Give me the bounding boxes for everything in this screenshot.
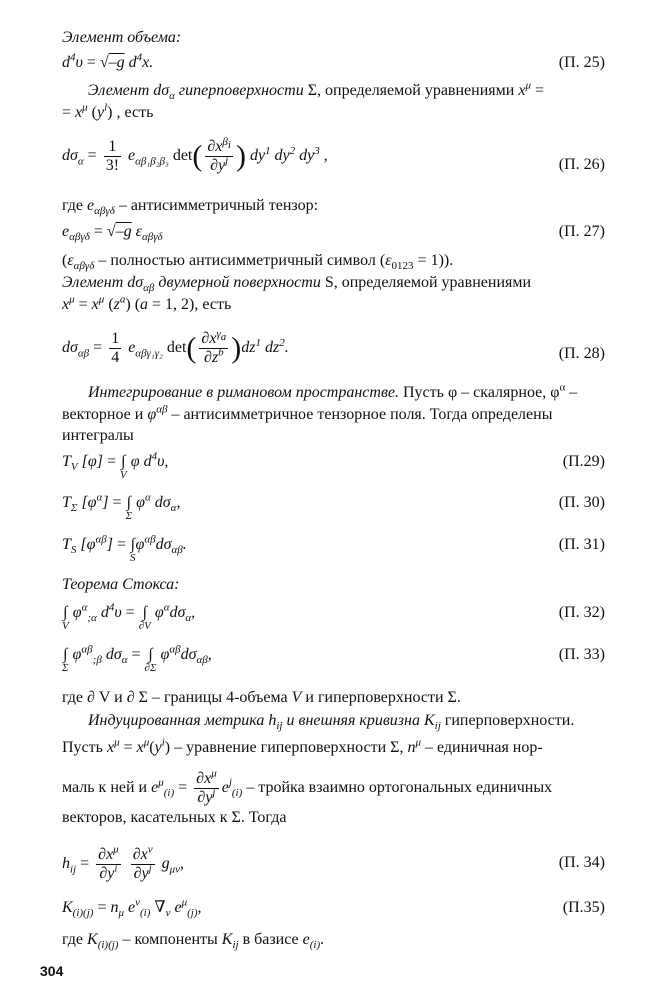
- equation-number-p33: (П. 33): [558, 646, 605, 663]
- equation-number-p26: (П. 26): [558, 156, 605, 173]
- text-integration-heading: Интегрирование в римановом пространстве. Пусть φ – скалярное, $\varphi^\alpha$ –: [88, 381, 578, 401]
- equation-p35: $K_{(i)(j)} = n_\mu$ $e^\nu_{(i)}$ $\nabla_\nu$ $e^\mu_{(j)}$,: [62, 896, 202, 920]
- equation-number-p31: (П. 31): [558, 536, 605, 553]
- text-hypersurface-element: Элемент $d\sigma_\alpha$ гиперповерхности Σ, определяемой уравнениями $x^\mu$ =: [88, 79, 544, 103]
- equation-number-p32: (П. 32): [558, 604, 605, 621]
- text-normal-tetrad: маль к ней и $e^\mu_{(i)}$ = $\frac{\partial x^\mu}{\partial y^j}$ $e^j_{(i)}$ – тройка взаимно ортогональных единичных: [62, 767, 553, 806]
- equation-p33: ∫ Σ $\varphi^{\alpha\beta}_{;\beta}$ $d\sigma_\alpha$ = ∫ ∂Σ $\varphi^{\alpha\beta}d\sigma_{\alpha\beta}$,: [62, 643, 212, 674]
- equation-number-p25: (П. 25): [558, 54, 605, 71]
- text-hypersurface-param: = $x^\mu$ $(y^l)$ , есть: [62, 101, 154, 121]
- text-boundaries: где ∂ V и ∂ Σ – границы 4-объема V и гиперповерхности Σ.: [62, 689, 461, 706]
- equation-p26: $d\sigma_\alpha$ = $\frac{1}{3!}$ $e_{\alpha\beta_1\beta_2\beta_3}$ det( $\frac{\partial x^{\beta_i}}{\partial y^j}$ ) $dy^1$ $dy^2$ $dy^3$ ,: [62, 135, 328, 174]
- text-antisymmetric-tensor: где $e_{\alpha\beta\gamma\delta}$ – антисимметричный тензор:: [62, 197, 319, 218]
- page-number: 304: [40, 963, 64, 979]
- text-levi-civita: ($\varepsilon_{\alpha\beta\gamma\delta}$ – полностью антисимметричный символ $(\varepsilon_{0123} = 1)$).: [62, 252, 454, 273]
- text-tangent-vectors: векторов, касательных к Σ. Тогда: [62, 809, 287, 826]
- equation-p30: $T_\Sigma$ $[\varphi^\alpha]$ = ∫ Σ $\varphi^\alpha$ $d\sigma_\alpha$,: [62, 491, 181, 522]
- equation-p27: $e_{\alpha\beta\gamma\delta} = √-g$ $\varepsilon_{\alpha\beta\gamma\delta}$: [62, 223, 163, 244]
- equation-p34: $h_{ij}$ = $\frac{\partial x^\mu}{\partial y^i}$ $\frac{\partial x^\nu}{\partial y^j}$ $g_{\mu\nu}$,: [62, 843, 185, 882]
- text-integrals: интегралы: [62, 427, 134, 444]
- text-volume-element: Элемент объема:: [62, 29, 182, 46]
- text-stokes-theorem: Теорема Стокса:: [62, 576, 180, 593]
- equation-number-p27: (П. 27): [558, 223, 605, 240]
- text-2d-surface-param: $x^\mu = x^\mu$ $(z^a) (a = 1$, 2), есть: [62, 293, 232, 313]
- text-induced-metric: Индуцированная метрика $h_{ij}$ и внешняя кривизна $K_{ij}$ гиперповерхности.: [88, 712, 575, 733]
- equation-number-p28: (П. 28): [558, 345, 605, 362]
- equation-number-p34: (П. 34): [558, 854, 605, 871]
- text-vector-fields: векторное и $\varphi^{\alpha\beta}$ – антисимметричное тензорное поля. Тогда определены: [62, 403, 553, 423]
- equation-p25: $d^4\upsilon = √-g$ $d^4x$.: [62, 51, 154, 71]
- equation-number-p29: (П.29): [562, 453, 605, 470]
- equation-number-p35: (П.35): [562, 899, 605, 916]
- equation-p32: ∫ V $\varphi^\alpha_{;\alpha}$ $d^4\upsilon$ = ∫ ∂V $\varphi^\alpha d\sigma_\alpha$,: [62, 601, 196, 632]
- equation-p28: $d\sigma_{\alpha\beta}$ = $\frac{1}{4}$ $e_{\alpha\beta\gamma_1\gamma_2}$ det( $\frac{\partial x^{\gamma_a}}{\partial z^b}$ )$dz^1$ $dz^2$.: [62, 327, 289, 366]
- text-hypersurface-equation: Пусть $x^\mu = x^\mu(y^i)$ – уравнение гиперповерхности Σ, $n^\mu$ – единичная нор-: [62, 736, 543, 756]
- text-2d-surface-element: Элемент $d\sigma_{\alpha\beta}$ двумерной поверхности S, определяемой уравнениями: [62, 274, 532, 295]
- equation-p31: $T_S$ $[\varphi^{\alpha\beta}]$ = ∫ S $\varphi^{\alpha\beta}d\sigma_{\alpha\beta}$.: [62, 533, 187, 564]
- text-curvature-components: где $K_{(i)(j)}$ – компоненты $K_{ij}$ в базисе $e_{(i)}$.: [62, 931, 325, 952]
- equation-number-p30: (П. 30): [558, 494, 605, 511]
- equation-p29: $T_V$ [φ] = ∫ V φ $d^4\upsilon$,: [62, 450, 169, 481]
